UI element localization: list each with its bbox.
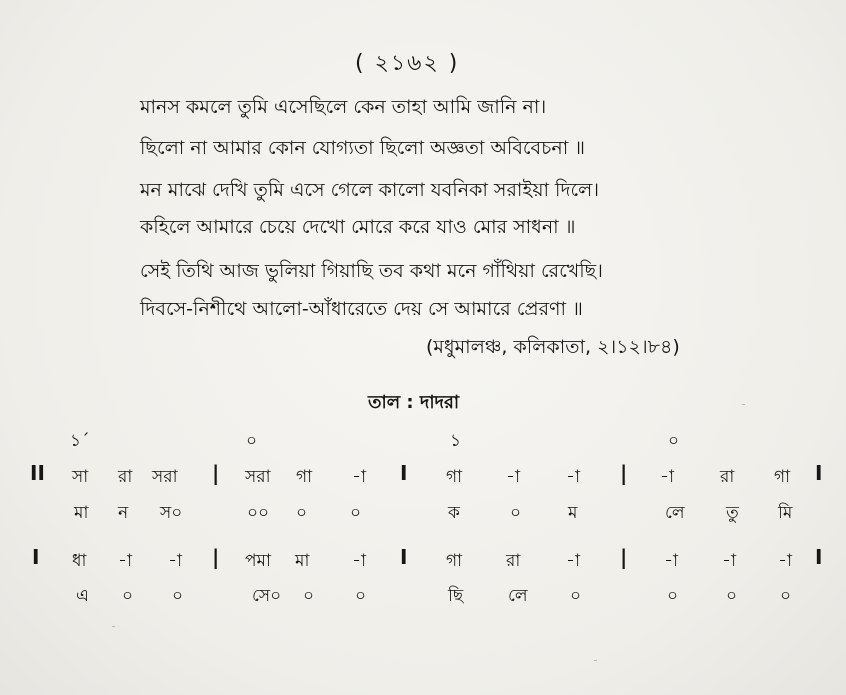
scan-speck [594,660,597,661]
swara-2-8: রা [506,551,521,571]
swara-2-6: -া [352,551,366,571]
bar-sep-2-2: | [620,545,628,569]
swara-1-1: সা [72,467,89,487]
group-sep-2: I [400,545,408,569]
scan-speck [742,404,745,405]
syllable-1-6: ০ [350,503,362,523]
start-bar-line-2: I [32,545,40,569]
swara-1-12: গা [774,467,791,487]
lyric-line-3: মন মাঝে দেখি তুমি এসে গেলে কালো যবনিকা সরাইয়া দিলে। [140,179,600,201]
swara-2-11: -া [722,551,736,571]
swara-2-7: গা [446,551,463,571]
syllable-2-1: এ [76,586,89,606]
swara-2-5: মা [295,551,310,571]
swara-2-12: -া [778,551,792,571]
syllable-2-12: ০ [780,586,792,606]
syllable-2-11: ০ [726,586,738,606]
start-bar-line-1: II [30,461,45,485]
syllable-1-3: স০ [160,503,183,523]
swara-2-2: -া [118,551,132,571]
tala-mark-1: ১´ [70,431,90,451]
lyric-line-6: দিবসে-নিশীথে আলো-আঁধারেতে দেয় সে আমারে প্রেরণা ॥ [140,298,583,320]
syllable-2-10: ০ [667,586,679,606]
bar-sep-1-1: | [212,461,220,485]
syllable-1-9: ম [568,503,578,523]
syllable-2-9: ০ [570,586,582,606]
swara-2-4: পমা [245,551,271,571]
syllable-2-3: ০ [172,586,184,606]
end-bar-line-1: I [815,461,823,485]
swara-1-11: রা [720,467,735,487]
swara-1-8: -া [506,467,520,487]
lyric-line-5: সেই তিথি আজ ভুলিয়া গিয়াছি তব কথা মনে গাঁথিয়া রেখেছি। [140,260,603,282]
syllable-2-5: ০ [303,586,315,606]
swara-1-9: -া [566,467,580,487]
swara-2-9: -া [566,551,580,571]
lyric-line-1: মানস কমলে তুমি এসেছিলে কেন তাহা আমি জানি না। [140,96,547,118]
end-bar-line-2: I [815,545,823,569]
syllable-1-12: মি [778,503,793,523]
syllable-2-7: ছি [448,586,464,606]
swara-1-4: সরা [245,467,271,487]
syllable-1-7: ক [448,503,460,523]
syllable-1-10: লে [665,503,685,523]
bar-sep-2-1: | [212,545,220,569]
syllable-1-4: ০০ [247,503,270,523]
swara-2-1: ধা [72,551,87,571]
tala-mark-2: ০ [246,431,258,451]
syllable-1-1: মা [74,503,89,523]
syllable-2-8: লে [508,586,528,606]
scan-speck [112,626,115,627]
swara-1-7: গা [446,467,463,487]
syllable-1-5: ০ [296,503,308,523]
swara-1-10: -া [660,467,674,487]
syllable-1-2: ন [118,503,129,523]
syllable-2-6: ০ [355,586,367,606]
swara-2-10: -া [664,551,678,571]
syllable-2-4: সে০ [252,586,282,606]
tala-heading: তাল : দাদরা [368,392,460,413]
bar-sep-1-2: | [620,461,628,485]
lyric-line-4: কহিলে আমারে চেয়ে দেখো মোরে করে যাও মোর সাধনা ॥ [140,216,576,238]
syllable-1-11: তু [726,503,739,523]
group-sep-1: I [400,461,408,485]
source-citation: (মধুমালঞ্চ, কলিকাতা, ২।১২।৮৪) [426,336,680,358]
swara-1-6: -া [352,467,366,487]
song-number: ( ২১৬২ ) [355,51,460,76]
syllable-2-2: ০ [122,586,134,606]
tala-mark-3: ১ [450,431,462,451]
lyric-line-2: ছিলো না আমার কোন যোগ্যতা ছিলো অজ্ঞতা অবিবেচনা ॥ [140,137,586,159]
swara-1-3: সরা [152,467,178,487]
swara-1-2: রা [118,467,133,487]
syllable-1-8: ০ [510,503,522,523]
swara-1-5: গা [296,467,313,487]
tala-mark-4: ০ [668,431,680,451]
swara-2-3: -া [168,551,182,571]
